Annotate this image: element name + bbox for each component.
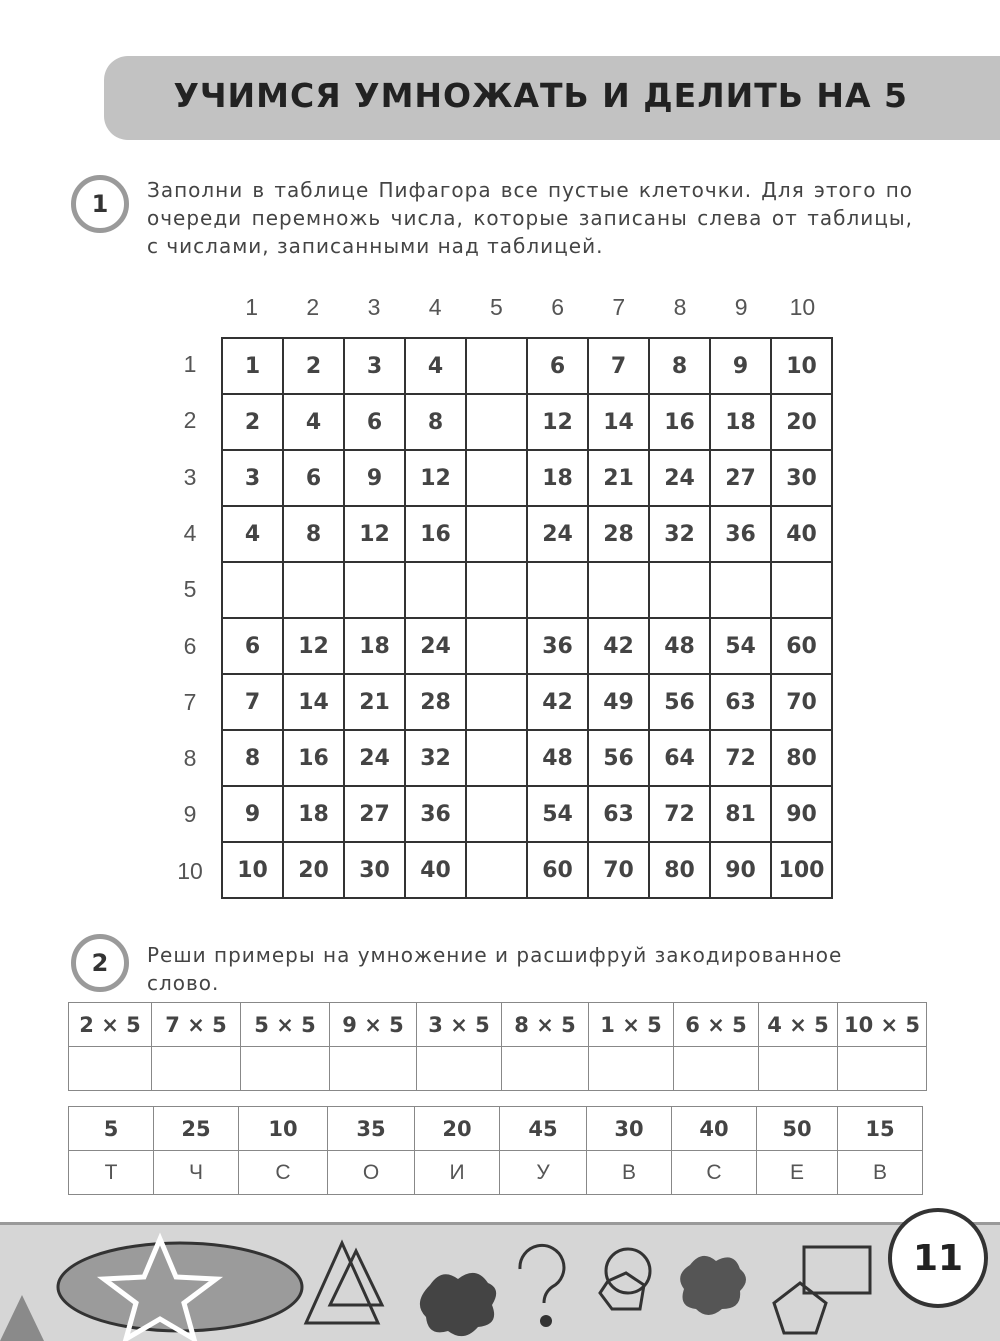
task-2-text: Реши примеры на умножение и расшифруй закодированное слово.: [147, 943, 843, 995]
empty-cell[interactable]: [710, 562, 771, 618]
pythagoras-table: [221, 337, 833, 899]
page-title: УЧИМСЯ УМНОЖАТЬ И ДЕЛИТЬ НА 5: [173, 76, 908, 115]
product-cell: 7: [222, 674, 283, 730]
product-cell: 18: [344, 618, 405, 674]
row-header: 3: [183, 463, 197, 490]
code-letter-cell: У: [500, 1151, 587, 1195]
product-cell: 24: [649, 450, 710, 506]
row-header: 8: [183, 745, 197, 772]
product-cell: 42: [588, 618, 649, 674]
code-number-cell: 20: [415, 1107, 500, 1151]
answer-cell[interactable]: [759, 1047, 838, 1091]
product-cell: 90: [771, 786, 832, 842]
product-cell: 24: [405, 618, 466, 674]
column-header: 7: [612, 294, 626, 320]
product-cell: 10: [771, 338, 832, 394]
example-cell: 5 × 5: [241, 1003, 330, 1047]
row-header: 7: [183, 688, 197, 715]
code-number-cell: 30: [587, 1107, 672, 1151]
product-cell: 63: [710, 674, 771, 730]
product-cell: 80: [771, 730, 832, 786]
product-cell: 8: [649, 338, 710, 394]
product-cell: 1: [222, 338, 283, 394]
empty-cell[interactable]: [466, 674, 527, 730]
row-header: 4: [183, 519, 197, 546]
product-cell: 80: [649, 842, 710, 898]
product-cell: 8: [405, 394, 466, 450]
product-cell: 40: [405, 842, 466, 898]
empty-cell[interactable]: [466, 394, 527, 450]
empty-cell[interactable]: [771, 562, 832, 618]
code-number-cell: 50: [757, 1107, 838, 1151]
product-cell: 14: [588, 394, 649, 450]
code-letter-cell: В: [838, 1151, 923, 1195]
product-cell: 12: [344, 506, 405, 562]
product-cell: 48: [527, 730, 588, 786]
code-letter-cell: С: [672, 1151, 757, 1195]
row-header: 10: [177, 857, 203, 884]
product-cell: 2: [283, 338, 344, 394]
product-cell: 32: [649, 506, 710, 562]
product-cell: 90: [710, 842, 771, 898]
product-cell: 10: [222, 842, 283, 898]
answer-cell[interactable]: [589, 1047, 674, 1091]
product-cell: 4: [405, 338, 466, 394]
column-header: 4: [428, 294, 442, 320]
empty-cell[interactable]: [649, 562, 710, 618]
example-cell: 3 × 5: [417, 1003, 502, 1047]
product-cell: 24: [527, 506, 588, 562]
empty-cell[interactable]: [222, 562, 283, 618]
product-cell: 6: [527, 338, 588, 394]
page-number: 11: [888, 1208, 988, 1308]
product-cell: 6: [344, 394, 405, 450]
product-cell: 63: [588, 786, 649, 842]
product-cell: 36: [710, 506, 771, 562]
product-cell: 36: [527, 618, 588, 674]
product-cell: 49: [588, 674, 649, 730]
product-cell: 16: [405, 506, 466, 562]
answer-cell[interactable]: [838, 1047, 927, 1091]
ellipse-icon: [58, 1243, 302, 1331]
product-cell: 9: [710, 338, 771, 394]
example-cell: 8 × 5: [502, 1003, 589, 1047]
task-1-number: 1: [71, 175, 129, 233]
decorative-shapes: [0, 1225, 880, 1341]
product-cell: 48: [649, 618, 710, 674]
example-cell: 6 × 5: [674, 1003, 759, 1047]
row-header: 2: [183, 407, 197, 434]
code-key-table: [68, 1106, 923, 1195]
row-header: 1: [183, 351, 197, 377]
product-cell: 4: [222, 506, 283, 562]
example-cell: 2 × 5: [69, 1003, 152, 1047]
blob-icon-2: [680, 1256, 746, 1315]
code-letter-cell: Е: [757, 1151, 838, 1195]
product-cell: 100: [771, 842, 832, 898]
empty-cell[interactable]: [283, 562, 344, 618]
column-header: 5: [489, 294, 503, 320]
code-number-cell: 35: [328, 1107, 415, 1151]
product-cell: 72: [710, 730, 771, 786]
product-cell: 16: [283, 730, 344, 786]
empty-cell[interactable]: [466, 842, 527, 898]
row-header: 6: [183, 632, 197, 659]
product-cell: 8: [222, 730, 283, 786]
product-cell: 40: [771, 506, 832, 562]
product-cell: 30: [344, 842, 405, 898]
product-cell: 18: [283, 786, 344, 842]
product-cell: 27: [710, 450, 771, 506]
column-header: 8: [673, 294, 687, 320]
code-letter-cell: С: [239, 1151, 328, 1195]
product-cell: 3: [344, 338, 405, 394]
column-header: 2: [306, 294, 320, 320]
product-cell: 28: [405, 674, 466, 730]
product-cell: 24: [344, 730, 405, 786]
product-cell: 70: [771, 674, 832, 730]
code-number-cell: 45: [500, 1107, 587, 1151]
empty-cell[interactable]: [405, 562, 466, 618]
product-cell: 28: [588, 506, 649, 562]
product-cell: 56: [649, 674, 710, 730]
example-cell: 4 × 5: [759, 1003, 838, 1047]
product-cell: 21: [588, 450, 649, 506]
answer-cell[interactable]: [502, 1047, 589, 1091]
answer-cell[interactable]: [330, 1047, 417, 1091]
triangle-icon: [0, 1295, 44, 1341]
product-cell: 4: [283, 394, 344, 450]
product-cell: 8: [283, 506, 344, 562]
product-cell: 9: [344, 450, 405, 506]
product-cell: 7: [588, 338, 649, 394]
example-cell: 7 × 5: [152, 1003, 241, 1047]
answer-cell[interactable]: [417, 1047, 502, 1091]
product-cell: 72: [649, 786, 710, 842]
empty-cell[interactable]: [466, 786, 527, 842]
empty-cell[interactable]: [466, 338, 527, 394]
product-cell: 32: [405, 730, 466, 786]
code-number-cell: 15: [838, 1107, 923, 1151]
product-cell: 18: [710, 394, 771, 450]
code-letter-cell: В: [587, 1151, 672, 1195]
product-cell: 6: [283, 450, 344, 506]
task-2-number: 2: [71, 934, 129, 992]
product-cell: 36: [405, 786, 466, 842]
empty-cell[interactable]: [344, 562, 405, 618]
product-cell: 54: [527, 786, 588, 842]
product-cell: 54: [710, 618, 771, 674]
product-cell: 6: [222, 618, 283, 674]
task-1-text: Заполни в таблице Пифагора все пустые клеточки. Для этого по очереди перемножь числа, которые записаны слева от таблицы, с числами, записанными над таблицей.: [147, 178, 913, 258]
rectangle-icon: [804, 1247, 870, 1293]
code-number-cell: 40: [672, 1107, 757, 1151]
product-cell: 42: [527, 674, 588, 730]
code-letter-cell: И: [415, 1151, 500, 1195]
code-letter-cell: Т: [69, 1151, 154, 1195]
product-cell: 18: [527, 450, 588, 506]
product-cell: 12: [405, 450, 466, 506]
column-header: 9: [734, 294, 748, 320]
empty-cell[interactable]: [466, 730, 527, 786]
answer-cell[interactable]: [69, 1047, 152, 1091]
code-number-cell: 5: [69, 1107, 154, 1151]
empty-cell[interactable]: [466, 618, 527, 674]
product-cell: 12: [527, 394, 588, 450]
multiplication-examples-table: [68, 1002, 927, 1091]
question-icon: [520, 1245, 564, 1303]
product-cell: 60: [527, 842, 588, 898]
code-number-cell: 10: [239, 1107, 328, 1151]
product-cell: 20: [283, 842, 344, 898]
product-cell: 21: [344, 674, 405, 730]
product-cell: 30: [771, 450, 832, 506]
product-cell: 14: [283, 674, 344, 730]
footer-band: [0, 1222, 1000, 1341]
column-header: 6: [551, 294, 564, 320]
answer-cell[interactable]: [152, 1047, 241, 1091]
empty-cell[interactable]: [466, 506, 527, 562]
product-cell: 56: [588, 730, 649, 786]
code-number-cell: 25: [154, 1107, 239, 1151]
code-letter-cell: Ч: [154, 1151, 239, 1195]
answer-cell[interactable]: [241, 1047, 330, 1091]
empty-cell[interactable]: [466, 450, 527, 506]
product-cell: 20: [771, 394, 832, 450]
row-header: 9: [183, 801, 197, 828]
empty-cell[interactable]: [527, 562, 588, 618]
example-cell: 9 × 5: [330, 1003, 417, 1047]
column-header: 10: [789, 294, 816, 320]
product-cell: 70: [588, 842, 649, 898]
product-cell: 2: [222, 394, 283, 450]
product-cell: 60: [771, 618, 832, 674]
example-cell: 10 × 5: [838, 1003, 927, 1047]
blob-icon: [420, 1273, 496, 1336]
example-cell: 1 × 5: [589, 1003, 674, 1047]
product-cell: 12: [283, 618, 344, 674]
product-cell: 9: [222, 786, 283, 842]
code-letter-cell: О: [328, 1151, 415, 1195]
answer-cell[interactable]: [674, 1047, 759, 1091]
product-cell: 27: [344, 786, 405, 842]
pentagon-icon: [774, 1283, 826, 1333]
column-header: 3: [367, 294, 381, 320]
product-cell: 64: [649, 730, 710, 786]
empty-cell[interactable]: [466, 562, 527, 618]
product-cell: 81: [710, 786, 771, 842]
row-header: 5: [183, 576, 197, 603]
empty-cell[interactable]: [588, 562, 649, 618]
column-header: 1: [245, 294, 258, 320]
product-cell: 16: [649, 394, 710, 450]
product-cell: 3: [222, 450, 283, 506]
